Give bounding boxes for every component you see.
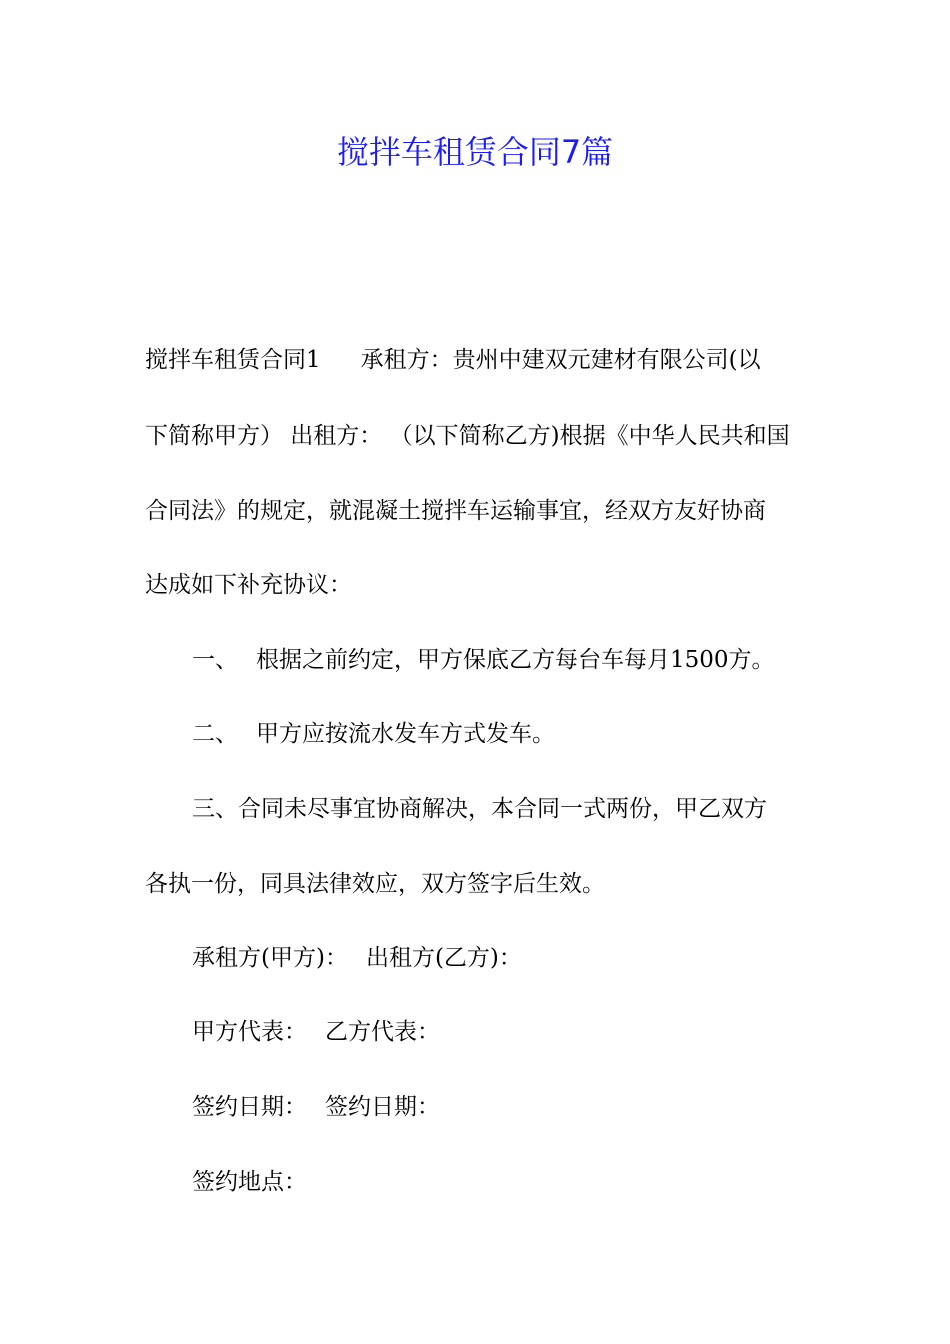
paragraph-line bbox=[145, 342, 810, 378]
party-a-rep-label: 甲方代表： bbox=[192, 1019, 307, 1045]
clause-one bbox=[192, 642, 857, 678]
signature-representatives bbox=[192, 1014, 857, 1050]
signature-place: 签约地点： bbox=[192, 1169, 307, 1195]
clause-number: 二、 bbox=[192, 721, 238, 747]
clause-number: 一、 bbox=[192, 647, 238, 673]
signature-parties bbox=[192, 940, 857, 976]
clause-text: 根据之前约定，甲方保底乙方每台车每月1500方。 bbox=[256, 647, 775, 673]
party-b-rep-label: 乙方代表： bbox=[325, 1019, 440, 1045]
signature-dates bbox=[192, 1089, 857, 1125]
lessor-label: 出租方(乙方)： bbox=[365, 945, 522, 971]
paragraph-line: 合同法》的规定，就混凝土搅拌车运输事宜，经双方友好协商 bbox=[145, 498, 766, 524]
party-a-date-label: 签约日期： bbox=[192, 1094, 307, 1120]
paragraph-line: 各执一份，同具法律效应，双方签字后生效。 bbox=[145, 871, 605, 897]
contract-heading: 搅拌车租赁合同1 bbox=[145, 347, 321, 373]
document-title: 搅拌车租赁合同7篇 bbox=[336, 133, 614, 171]
clause-two bbox=[192, 716, 857, 752]
clause-three: 三、合同未尽事宜协商解决，本合同一式两份，甲乙双方 bbox=[192, 796, 767, 822]
lessee-label: 承租方(甲方)： bbox=[192, 945, 348, 971]
lessee-intro: 承租方：贵州中建双元建材有限公司(以 bbox=[360, 347, 761, 373]
paragraph-line: 达成如下补充协议： bbox=[145, 572, 352, 598]
clause-text: 甲方应按流水发车方式发车。 bbox=[256, 721, 555, 747]
party-b-date-label: 签约日期： bbox=[325, 1094, 440, 1120]
paragraph-line: 下简称甲方） 出租方： （以下简称乙方)根据《中华人民共和国 bbox=[145, 423, 790, 449]
